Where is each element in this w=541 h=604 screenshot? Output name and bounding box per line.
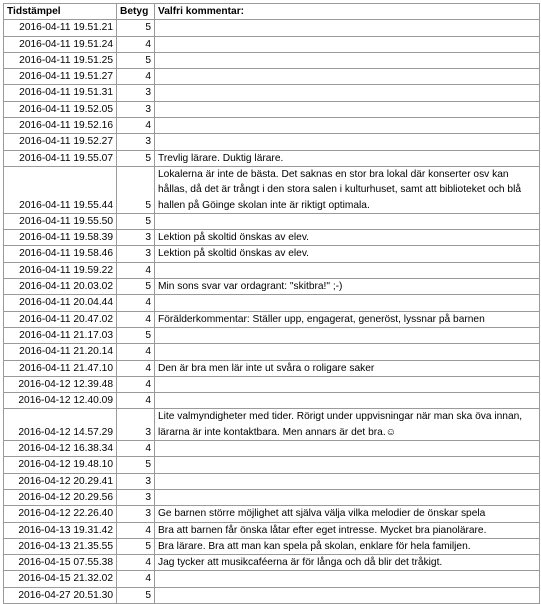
grade-cell: 5 — [117, 279, 155, 295]
timestamp-cell: 2016-04-11 19.52.16 — [4, 118, 117, 134]
comment-cell: Bra lärare. Bra att man kan spela på skolan, enklare för hela familjen. — [155, 538, 540, 554]
grade-cell: 3 — [117, 101, 155, 117]
timestamp-cell: 2016-04-12 16.38.34 — [4, 441, 117, 457]
survey-table — [3, 3, 540, 604]
comment-cell — [155, 327, 540, 343]
header-grade: Betyg — [117, 4, 155, 20]
grade-cell: 3 — [117, 473, 155, 489]
table-row — [4, 150, 540, 166]
table-row — [4, 506, 540, 522]
table-row — [4, 69, 540, 85]
grade-cell: 5 — [117, 457, 155, 473]
table-row — [4, 118, 540, 134]
survey-sheet — [3, 3, 540, 604]
comment-cell — [155, 20, 540, 36]
table-row — [4, 473, 540, 489]
table-row — [4, 376, 540, 392]
table-row — [4, 441, 540, 457]
table-row — [4, 587, 540, 603]
timestamp-cell: 2016-04-11 19.51.21 — [4, 20, 117, 36]
comment-cell: Bra att barnen får önska låtar efter eget intresse. Mycket bra pianolärare. — [155, 522, 540, 538]
table-row — [4, 393, 540, 409]
comment-cell: Ge barnen större möjlighet att själva välja vilka melodier de önskar spela — [155, 506, 540, 522]
timestamp-cell: 2016-04-11 21.17.03 — [4, 327, 117, 343]
timestamp-cell: 2016-04-12 19.48.10 — [4, 457, 117, 473]
table-row — [4, 555, 540, 571]
table-row — [4, 52, 540, 68]
comment-cell — [155, 295, 540, 311]
grade-cell: 4 — [117, 36, 155, 52]
timestamp-cell: 2016-04-15 07.55.38 — [4, 555, 117, 571]
grade-cell: 4 — [117, 441, 155, 457]
grade-cell: 3 — [117, 506, 155, 522]
timestamp-cell: 2016-04-13 21.35.55 — [4, 538, 117, 554]
grade-cell: 5 — [117, 587, 155, 603]
timestamp-cell: 2016-04-11 19.55.50 — [4, 213, 117, 229]
table-row — [4, 311, 540, 327]
comment-cell — [155, 489, 540, 505]
grade-cell: 5 — [117, 538, 155, 554]
timestamp-cell: 2016-04-11 19.59.22 — [4, 262, 117, 278]
timestamp-cell: 2016-04-11 21.47.10 — [4, 360, 117, 376]
comment-cell — [155, 213, 540, 229]
table-row — [4, 230, 540, 246]
grade-cell: 4 — [117, 555, 155, 571]
comment-cell: Den är bra men lär inte ut svåra o roligare saker — [155, 360, 540, 376]
table-row — [4, 262, 540, 278]
grade-cell: 4 — [117, 376, 155, 392]
timestamp-cell: 2016-04-11 20.47.02 — [4, 311, 117, 327]
grade-cell: 4 — [117, 262, 155, 278]
header-row — [4, 4, 540, 20]
timestamp-cell: 2016-04-11 19.52.05 — [4, 101, 117, 117]
grade-cell: 5 — [117, 213, 155, 229]
grade-cell: 4 — [117, 344, 155, 360]
table-row — [4, 522, 540, 538]
timestamp-cell: 2016-04-11 19.52.27 — [4, 134, 117, 150]
comment-cell — [155, 571, 540, 587]
comment-cell — [155, 587, 540, 603]
header-timestamp: Tidstämpel — [4, 4, 117, 20]
grade-cell: 4 — [117, 69, 155, 85]
timestamp-cell: 2016-04-11 19.51.27 — [4, 69, 117, 85]
table-row — [4, 246, 540, 262]
comment-cell — [155, 344, 540, 360]
comment-cell — [155, 52, 540, 68]
grade-cell: 4 — [117, 311, 155, 327]
comment-cell — [155, 376, 540, 392]
grade-cell: 3 — [117, 230, 155, 246]
table-row — [4, 134, 540, 150]
comment-cell: Trevlig lärare. Duktig lärare. — [155, 150, 540, 166]
comment-cell: Lokalerna är inte de bästa. Det saknas en stor bra lokal där konserter osv kan hållas, då det är trångt i den stora salen i kulturhuset, samt att biblioteket och blå hallen på Göinge skolan inte är riktigt optimala. — [155, 166, 540, 213]
table-row — [4, 20, 540, 36]
table-row — [4, 213, 540, 229]
timestamp-cell: 2016-04-12 12.39.48 — [4, 376, 117, 392]
table-row — [4, 409, 540, 441]
timestamp-cell: 2016-04-13 19.31.42 — [4, 522, 117, 538]
timestamp-cell: 2016-04-11 19.51.25 — [4, 52, 117, 68]
timestamp-cell: 2016-04-12 12.40.09 — [4, 393, 117, 409]
timestamp-cell: 2016-04-11 19.51.24 — [4, 36, 117, 52]
comment-cell — [155, 118, 540, 134]
timestamp-cell: 2016-04-15 21.32.02 — [4, 571, 117, 587]
timestamp-cell: 2016-04-12 20.29.56 — [4, 489, 117, 505]
grade-cell: 3 — [117, 85, 155, 101]
grade-cell: 4 — [117, 295, 155, 311]
comment-cell: Lektion på skoltid önskas av elev. — [155, 230, 540, 246]
table-row — [4, 166, 540, 213]
table-row — [4, 489, 540, 505]
timestamp-cell: 2016-04-27 20.51.30 — [4, 587, 117, 603]
timestamp-cell: 2016-04-11 19.55.44 — [4, 166, 117, 213]
comment-cell — [155, 457, 540, 473]
table-row — [4, 279, 540, 295]
timestamp-cell: 2016-04-12 20.29.41 — [4, 473, 117, 489]
comment-cell — [155, 85, 540, 101]
comment-cell: Förälderkommentar: Ställer upp, engagerat, generöst, lyssnar på barnen — [155, 311, 540, 327]
table-row — [4, 457, 540, 473]
comment-cell: Lite valmyndigheter med tider. Rörigt under uppvisningar när man ska öva innan, lärarna är inte kontaktbara. Men annars är det bra.☺ — [155, 409, 540, 441]
grade-cell: 5 — [117, 166, 155, 213]
comment-cell — [155, 473, 540, 489]
timestamp-cell: 2016-04-11 20.04.44 — [4, 295, 117, 311]
table-row — [4, 101, 540, 117]
grade-cell: 5 — [117, 52, 155, 68]
timestamp-cell: 2016-04-11 19.58.46 — [4, 246, 117, 262]
table-row — [4, 344, 540, 360]
grade-cell: 3 — [117, 409, 155, 441]
timestamp-cell: 2016-04-12 22.26.40 — [4, 506, 117, 522]
comment-cell — [155, 393, 540, 409]
grade-cell: 5 — [117, 150, 155, 166]
grade-cell: 4 — [117, 360, 155, 376]
comment-cell: Jag tycker att musikcaféerna är för långa och då blir det tråkigt. — [155, 555, 540, 571]
table-row — [4, 360, 540, 376]
timestamp-cell: 2016-04-11 19.55.07 — [4, 150, 117, 166]
grade-cell: 3 — [117, 246, 155, 262]
table-row — [4, 36, 540, 52]
grade-cell: 5 — [117, 327, 155, 343]
table-row — [4, 571, 540, 587]
grade-cell: 4 — [117, 393, 155, 409]
comment-cell — [155, 134, 540, 150]
grade-cell: 3 — [117, 489, 155, 505]
timestamp-cell: 2016-04-12 14.57.29 — [4, 409, 117, 441]
comment-cell: Lektion på skoltid önskas av elev. — [155, 246, 540, 262]
comment-cell: Min sons svar var ordagrant: "skitbra!" ;-) — [155, 279, 540, 295]
comment-cell — [155, 69, 540, 85]
comment-cell — [155, 441, 540, 457]
table-row — [4, 538, 540, 554]
timestamp-cell: 2016-04-11 21.20.14 — [4, 344, 117, 360]
header-comment: Valfri kommentar: — [155, 4, 540, 20]
table-row — [4, 295, 540, 311]
grade-cell: 3 — [117, 134, 155, 150]
timestamp-cell: 2016-04-11 19.58.39 — [4, 230, 117, 246]
grade-cell: 5 — [117, 20, 155, 36]
comment-cell — [155, 262, 540, 278]
timestamp-cell: 2016-04-11 20.03.02 — [4, 279, 117, 295]
grade-cell: 4 — [117, 571, 155, 587]
table-row — [4, 327, 540, 343]
comment-cell — [155, 36, 540, 52]
grade-cell: 4 — [117, 118, 155, 134]
grade-cell: 4 — [117, 522, 155, 538]
comment-cell — [155, 101, 540, 117]
table-row — [4, 85, 540, 101]
timestamp-cell: 2016-04-11 19.51.31 — [4, 85, 117, 101]
